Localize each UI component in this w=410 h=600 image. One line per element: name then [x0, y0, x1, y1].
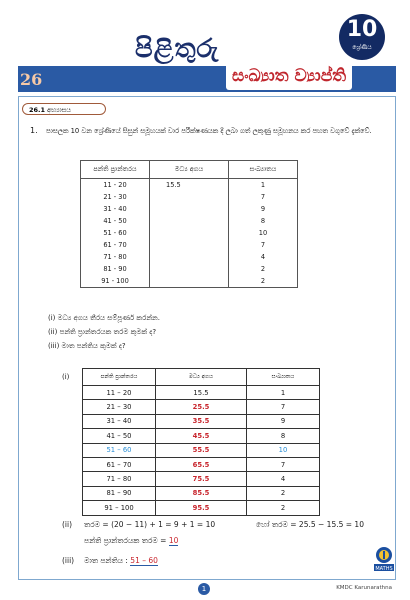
midpoint	[150, 191, 229, 203]
answer-part-iii-label-text: මාත පන්තිය :	[84, 556, 128, 565]
question-text: පාසලක 10 වන ශ්‍රේණියේ සිසුන් සමූහයක් වාර පරීක්ෂණයක දී ලබා ගත් ලකුණු සමූහනය කර පහත වගුවේ දැක්වේ.	[46, 127, 372, 135]
class-interval: 81 - 90	[81, 263, 150, 275]
midpoint	[150, 203, 229, 215]
frequency: 2	[229, 275, 298, 288]
frequency: 4	[247, 472, 320, 486]
frequency: 1	[229, 179, 298, 192]
midpoint: 15.5	[150, 179, 229, 192]
midpoint	[150, 239, 229, 251]
grade-label: ශ්‍රේණිය	[352, 44, 372, 51]
class-interval: 31 - 40	[81, 203, 150, 215]
midpoint: 95.5	[156, 501, 247, 515]
answer-table	[82, 368, 320, 516]
class-interval: 91 – 100	[83, 501, 156, 515]
frequency: 2	[247, 501, 320, 515]
chapter-number: 26	[20, 70, 43, 89]
class-interval: 31 – 40	[83, 414, 156, 428]
frequency: 7	[229, 239, 298, 251]
answer-part-ii-label: (ii)	[62, 520, 73, 529]
grade-badge	[339, 14, 385, 60]
midpoint	[150, 251, 229, 263]
frequency: 9	[247, 414, 320, 428]
table-row	[81, 203, 298, 215]
class-interval: 81 – 90	[83, 486, 156, 500]
answer-part-i-label: (i)	[62, 373, 70, 381]
midpoint: 75.5	[156, 472, 247, 486]
question-table-header: පන්ති ප්‍රාන්තරය	[81, 161, 150, 179]
table-row	[83, 429, 320, 443]
exercise-tag-label: අභ්‍යාසය	[47, 106, 71, 114]
midpoint: 45.5	[156, 429, 247, 443]
class-interval: 71 – 80	[83, 472, 156, 486]
frequency: 1	[247, 386, 320, 400]
midpoint: 35.5	[156, 414, 247, 428]
class-interval: 91 - 100	[81, 275, 150, 288]
frequency: 9	[229, 203, 298, 215]
midpoint: 85.5	[156, 486, 247, 500]
exercise-tag-number: 26.1	[29, 106, 46, 114]
table-row	[81, 251, 298, 263]
class-interval: 41 – 50	[83, 429, 156, 443]
answer-part-ii-working: තරම = (20 − 11) + 1 = 9 + 1 = 10	[84, 520, 216, 529]
table-row	[83, 486, 320, 500]
frequency: 10	[229, 227, 298, 239]
answer-part-ii-alternative: හෝ තරම = 25.5 − 15.5 = 10	[256, 520, 364, 529]
midpoint: 15.5	[156, 386, 247, 400]
table-row	[83, 414, 320, 428]
question-number: 1.	[30, 126, 38, 135]
table-row	[83, 400, 320, 414]
table-row	[83, 386, 320, 400]
class-interval: 61 - 70	[81, 239, 150, 251]
frequency: 2	[229, 263, 298, 275]
frequency: 10	[247, 443, 320, 457]
frequency: 2	[247, 486, 320, 500]
class-interval: 51 - 60	[81, 227, 150, 239]
class-interval: 71 - 80	[81, 251, 150, 263]
class-interval: 61 – 70	[83, 457, 156, 471]
answer-part-ii-result	[84, 536, 178, 546]
table-row	[81, 179, 298, 192]
midpoint: 55.5	[156, 443, 247, 457]
answer-part-iii-label: (iii)	[62, 556, 75, 565]
table-row	[83, 457, 320, 471]
class-interval: 51 – 60	[83, 443, 156, 457]
exercise-tag	[22, 103, 106, 115]
table-row	[81, 215, 298, 227]
midpoint	[150, 275, 229, 288]
class-interval: 21 – 30	[83, 400, 156, 414]
table-row	[83, 443, 320, 457]
midpoint	[150, 215, 229, 227]
subpart-i: (i) මධ්‍ය අගය තීරය සම්පූර්ණ කරන්න.	[48, 314, 160, 322]
question-table	[80, 160, 298, 288]
maths-logo-text: MATHS	[375, 566, 393, 572]
grade-number: 10	[346, 17, 378, 42]
frequency: 8	[247, 429, 320, 443]
table-row	[81, 263, 298, 275]
answer-part-iii-value: 51 – 60	[130, 556, 158, 565]
table-row	[81, 239, 298, 251]
answer-part-iii	[84, 556, 158, 566]
class-interval: 11 - 20	[81, 179, 150, 192]
table-row	[81, 191, 298, 203]
answer-table-header: පන්ති ප්‍රාන්තරය	[83, 369, 156, 386]
answer-table-header: මධ්‍ය අගය	[156, 369, 247, 386]
subpart-iii: (iii) මාත පන්තිය කුමක් ද?	[48, 342, 126, 350]
answer-part-ii-result-value: 10	[168, 536, 179, 545]
class-interval: 11 – 20	[83, 386, 156, 400]
subpart-ii: (ii) පන්ති ප්‍රාන්තරයක තරම කුමක් ද?	[48, 328, 157, 336]
frequency: 8	[229, 215, 298, 227]
table-row	[81, 227, 298, 239]
page-title: පිළිතුරු	[135, 34, 220, 64]
question-table-header: සංඛ්‍යාතය	[229, 161, 298, 179]
question-table-header: මධ්‍ය අගය	[150, 161, 229, 179]
midpoint: 25.5	[156, 400, 247, 414]
frequency: 7	[247, 457, 320, 471]
footer-author: KMDC Karunarathna	[336, 585, 392, 591]
chapter-title: සංඛ්‍යාත ව්‍යාප්ති	[226, 62, 352, 90]
maths-logo-icon	[373, 546, 395, 572]
class-interval: 21 - 30	[81, 191, 150, 203]
answer-table-header: සංඛ්‍යාතය	[247, 369, 320, 386]
table-row	[83, 472, 320, 486]
table-row	[83, 501, 320, 515]
midpoint	[150, 263, 229, 275]
footer-page-number: 1	[198, 583, 210, 595]
midpoint: 65.5	[156, 457, 247, 471]
answer-part-ii-result-label: පන්ති ප්‍රාන්තරයක තරම =	[84, 536, 167, 545]
class-interval: 41 - 50	[81, 215, 150, 227]
frequency: 4	[229, 251, 298, 263]
midpoint	[150, 227, 229, 239]
frequency: 7	[247, 400, 320, 414]
table-row	[81, 275, 298, 288]
frequency: 7	[229, 191, 298, 203]
